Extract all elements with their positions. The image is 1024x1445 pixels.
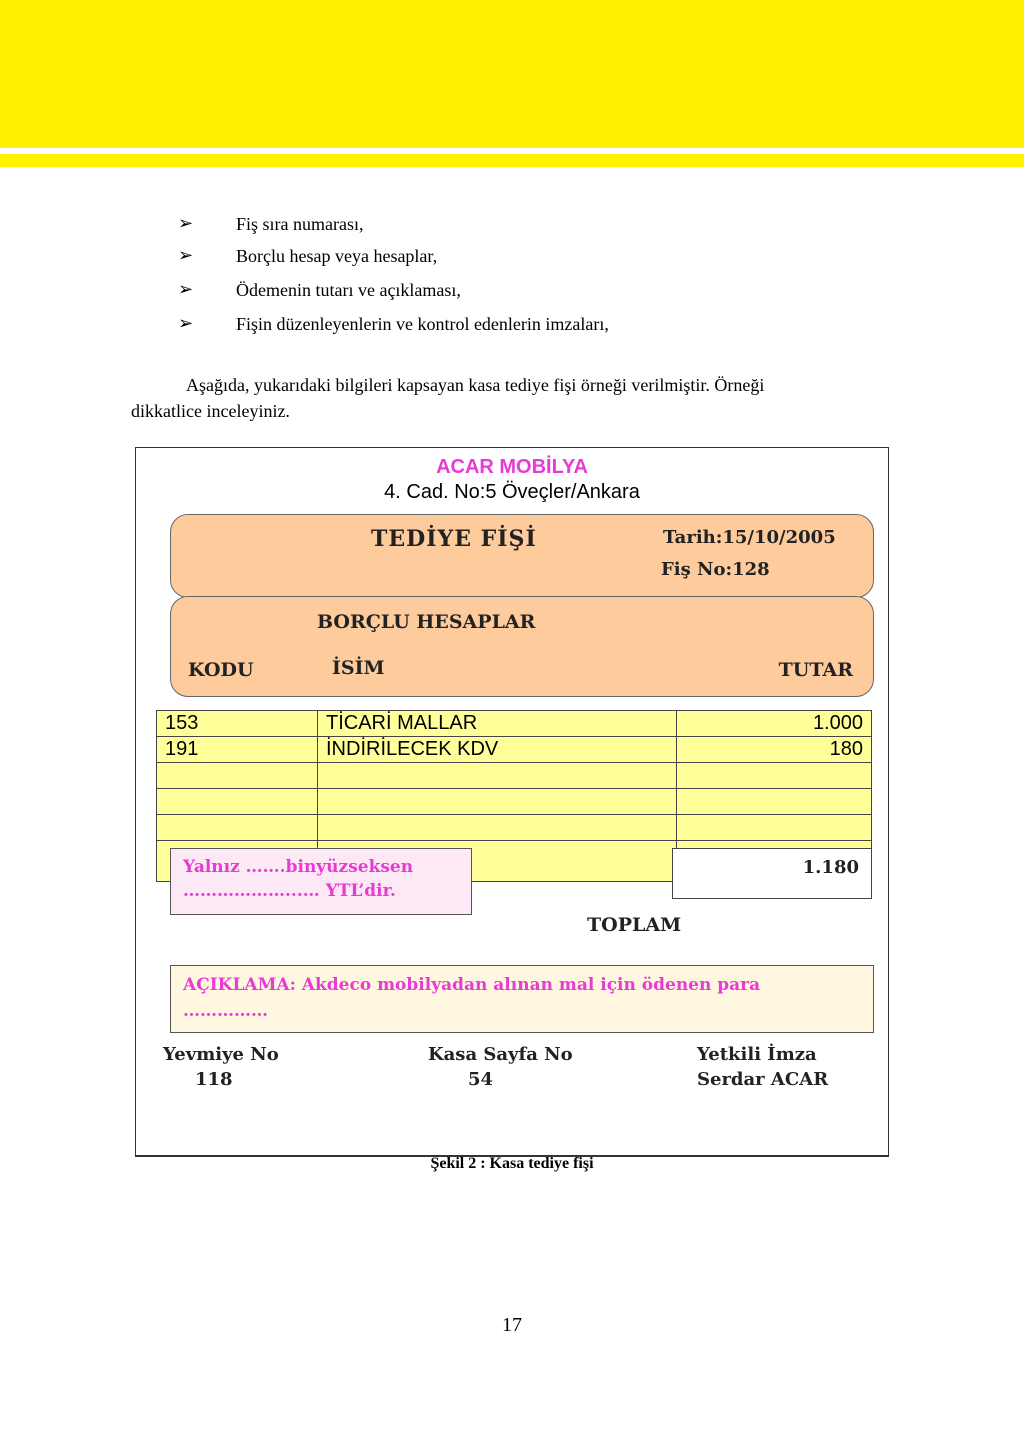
receipt-date: Tarih:15/10/2005 [663, 527, 836, 548]
cell-tutar: 1.000 [677, 711, 872, 737]
total-amount: 1.180 [672, 848, 872, 899]
cell-tutar [677, 763, 872, 789]
arrow-bullet-icon: ➢ [178, 313, 194, 334]
description-line: AÇIKLAMA: Akdeco mobilyadan alınan mal için ödenen para [183, 975, 761, 995]
cash-page-value: 54 [468, 1069, 494, 1090]
cell-kod: 153 [157, 711, 318, 737]
company-address: 4. Cad. No:5 Öveçler/Ankara [384, 481, 640, 503]
signature-value: Serdar ACAR [697, 1069, 829, 1090]
bullet-text: Ödemenin tutarı ve açıklaması, [236, 280, 461, 300]
journal-number-block [163, 1042, 279, 1092]
debtor-accounts-panel [170, 596, 874, 697]
cell-isim [318, 763, 677, 789]
arrow-bullet-icon: ➢ [178, 212, 194, 234]
table-row [157, 737, 872, 763]
table-row [157, 763, 872, 789]
figure-caption: Şekil 2 : Kasa tediye fişi [430, 1155, 594, 1172]
list-item [178, 239, 609, 273]
description-box [170, 965, 874, 1033]
paragraph-line: dikkatlice inceleyiniz. [131, 401, 290, 421]
cell-isim [318, 789, 677, 815]
bullet-text: Fiş sıra numarası, [236, 213, 364, 234]
cell-tutar: 180 [677, 737, 872, 763]
page-number: 17 [502, 1314, 522, 1336]
intro-paragraph [131, 372, 871, 424]
list-item [178, 208, 609, 239]
list-item [178, 273, 609, 307]
cell-isim: TİCARİ MALLAR [318, 711, 677, 737]
section-title: BORÇLU HESAPLAR [317, 611, 536, 633]
cell-isim [318, 815, 677, 841]
receipt-header-panel [170, 514, 874, 598]
cash-page-block [428, 1042, 573, 1092]
signature-block [697, 1042, 828, 1092]
receipt-figure [135, 447, 889, 1157]
arrow-bullet-icon: ➢ [178, 279, 194, 300]
bullet-list [178, 208, 609, 341]
journal-number-label: Yevmiye No [163, 1044, 279, 1065]
table-row [157, 815, 872, 841]
table-row [157, 789, 872, 815]
total-label: TOPLAM [587, 914, 682, 936]
description-line: …………… [183, 1001, 268, 1021]
column-header-tutar: TUTAR [778, 659, 853, 681]
cell-kod [157, 763, 318, 789]
column-header-kodu: KODU [188, 659, 254, 681]
signature-label: Yetkili İmza [697, 1044, 817, 1065]
amount-in-words-line: Yalnız …….binyüzseksen [183, 857, 414, 877]
bullet-text: Borçlu hesap veya hesaplar, [236, 246, 438, 266]
arrow-bullet-icon: ➢ [178, 245, 194, 266]
receipt-number: Fiş No:128 [661, 559, 770, 580]
list-item [178, 307, 609, 341]
paragraph-line: Aşağıda, yukarıdaki bilgileri kapsayan kasa tediye fişi örneği verilmiştir. Örneği [186, 375, 765, 395]
cell-tutar [677, 789, 872, 815]
cash-page-label: Kasa Sayfa No [428, 1044, 573, 1065]
table-row [157, 711, 872, 737]
cell-kod [157, 789, 318, 815]
column-header-isim: İSİM [332, 657, 385, 679]
amount-in-words-box [170, 848, 472, 915]
header-band-stripe [0, 154, 1024, 167]
cell-kod [157, 815, 318, 841]
company-name: ACAR MOBİLYA [436, 456, 588, 478]
amount-in-words-line: ………………...… YTL’dir. [183, 881, 396, 901]
bullet-text: Fişin düzenleyenlerin ve kontrol edenlerin imzaları, [236, 314, 609, 334]
cell-isim: İNDİRİLECEK KDV [318, 737, 677, 763]
receipt-title: TEDİYE FİŞİ [371, 526, 537, 552]
journal-number-value: 118 [195, 1069, 233, 1090]
header-band [0, 0, 1024, 148]
cell-tutar [677, 815, 872, 841]
cell-kod: 191 [157, 737, 318, 763]
